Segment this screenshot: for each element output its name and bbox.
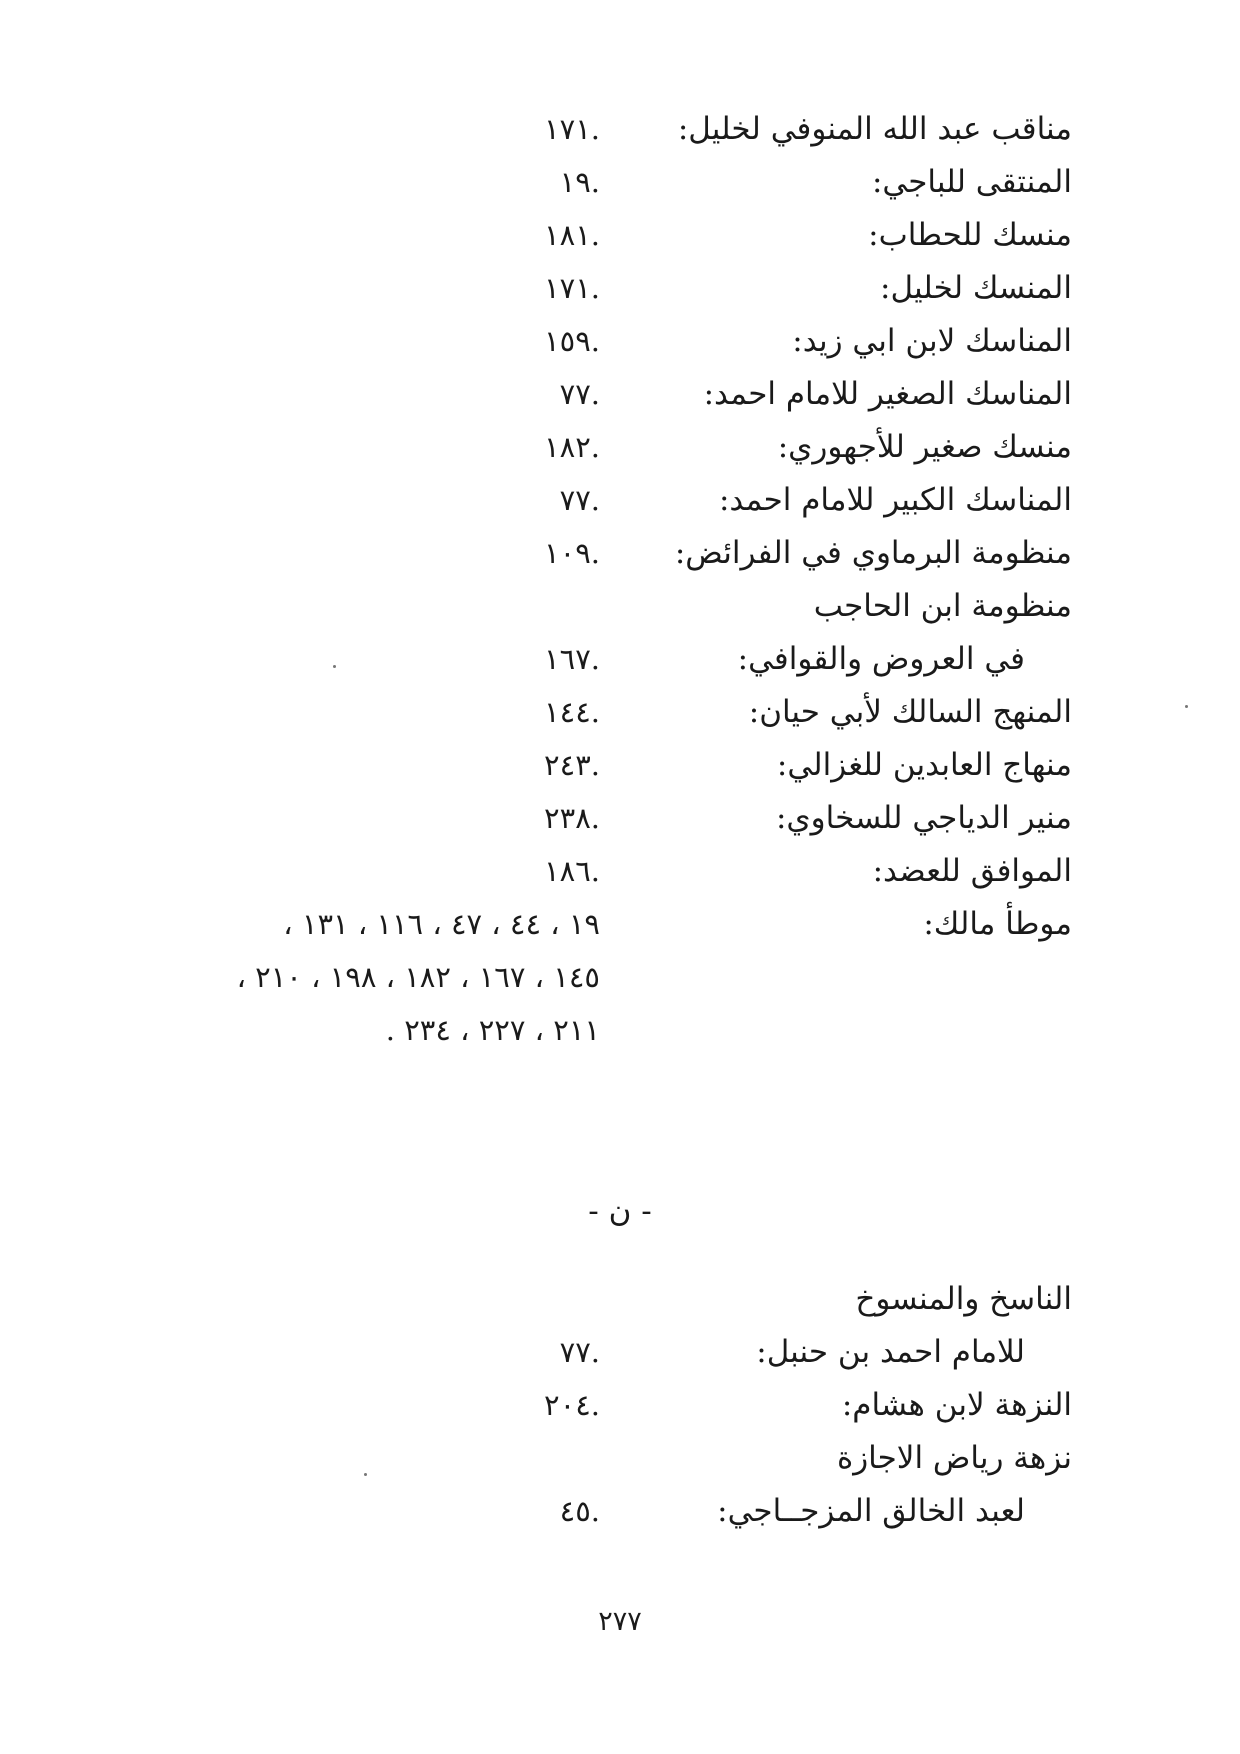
index-entry — [0, 683, 1240, 741]
index-entry — [0, 418, 1240, 476]
entry-title: منير الدياجي للسخاوي: — [775, 800, 1072, 836]
entry-pages: .١٩ — [559, 165, 600, 199]
index-entry — [0, 153, 1240, 211]
entry-title: المناسك لابن ابي زيد: — [792, 323, 1072, 359]
index-entry — [0, 1323, 1240, 1381]
index-entry — [0, 1482, 1240, 1540]
scan-speck — [1185, 705, 1188, 708]
entry-title: موطأ مالك: — [923, 906, 1072, 942]
entry-title: لعبد الخالق المزجــاجي: — [717, 1493, 1025, 1529]
entry-pages: .٧٧ — [559, 483, 600, 517]
entry-title: منهاج العابدين للغزالي: — [776, 747, 1072, 783]
entry-pages: .١٠٩ — [544, 536, 600, 570]
entry-title: النزهة لابن هشام: — [841, 1387, 1072, 1423]
entry-pages: ٢١١ ، ٢٢٧ ، ٢٣٤ . — [385, 1013, 600, 1047]
index-entry — [0, 577, 1240, 635]
entry-title: الناسخ والمنسوخ — [855, 1281, 1072, 1317]
entry-pages: .١٧١ — [544, 271, 600, 305]
index-entry — [0, 842, 1240, 900]
entry-title: الموافق للعضد: — [872, 853, 1072, 889]
entry-pages: .١٦٧ — [544, 642, 600, 676]
entry-pages: .١٥٩ — [544, 324, 600, 358]
index-entry — [0, 736, 1240, 794]
index-entry — [0, 471, 1240, 529]
entry-pages: .١٤٤ — [544, 695, 600, 729]
index-entry — [0, 100, 1240, 158]
scan-speck — [364, 1473, 367, 1476]
entry-title: نزهة رياض الاجازة — [836, 1440, 1072, 1476]
entry-pages: ١٩ ، ٤٤ ، ٤٧ ، ١١٦ ، ١٣١ ، — [283, 907, 600, 941]
index-entry — [0, 1429, 1240, 1487]
entry-pages: .٤٥ — [559, 1494, 600, 1528]
entry-title: في العروض والقوافي: — [737, 641, 1025, 677]
index-entry — [0, 206, 1240, 264]
entry-pages: .١٨٢ — [544, 430, 600, 464]
entry-title: المناسك الكبير للامام احمد: — [718, 482, 1072, 518]
entry-pages: .٢٤٣ — [544, 748, 600, 782]
entry-title: مناقب عبد الله المنوفي لخليل: — [677, 111, 1072, 147]
entry-title: المنسك لخليل: — [880, 270, 1072, 306]
index-entry — [0, 1270, 1240, 1328]
index-entry — [0, 789, 1240, 847]
index-entry — [0, 259, 1240, 317]
index-entry — [0, 1376, 1240, 1434]
index-entry — [0, 895, 1240, 953]
index-entry — [0, 630, 1240, 688]
index-entry-continuation — [0, 1001, 1240, 1059]
entry-title: منسك للحطاب: — [868, 217, 1072, 253]
entry-pages: .٢٣٨ — [544, 801, 600, 835]
index-entry — [0, 312, 1240, 370]
entry-title: المنهج السالك لأبي حيان: — [748, 694, 1072, 730]
entry-pages: ١٤٥ ، ١٦٧ ، ١٨٢ ، ١٩٨ ، ٢١٠ ، — [236, 960, 600, 994]
section-heading: - ن - — [588, 1193, 652, 1229]
index-entry — [0, 524, 1240, 582]
index-entry — [0, 365, 1240, 423]
entry-title: منسك صغير للأجهوري: — [777, 429, 1072, 465]
entry-title: منظومة البرماوي في الفرائض: — [674, 535, 1072, 571]
scan-speck — [333, 665, 336, 668]
entry-pages: .٢٠٤ — [544, 1388, 600, 1422]
index-entry-continuation — [0, 948, 1240, 1006]
entry-pages: .١٨١ — [544, 218, 600, 252]
entry-title: منظومة ابن الحاجب — [813, 588, 1072, 624]
entry-title: للامام احمد بن حنبل: — [756, 1334, 1025, 1370]
entry-pages: .٧٧ — [559, 377, 600, 411]
entry-pages: .٧٧ — [559, 1335, 600, 1369]
page-number: ٢٧٧ — [598, 1606, 642, 1637]
entry-title: المنتقى للباجي: — [871, 164, 1072, 200]
entry-pages: .١٧١ — [544, 112, 600, 146]
entry-pages: .١٨٦ — [544, 854, 600, 888]
entry-title: المناسك الصغير للامام احمد: — [703, 376, 1072, 412]
